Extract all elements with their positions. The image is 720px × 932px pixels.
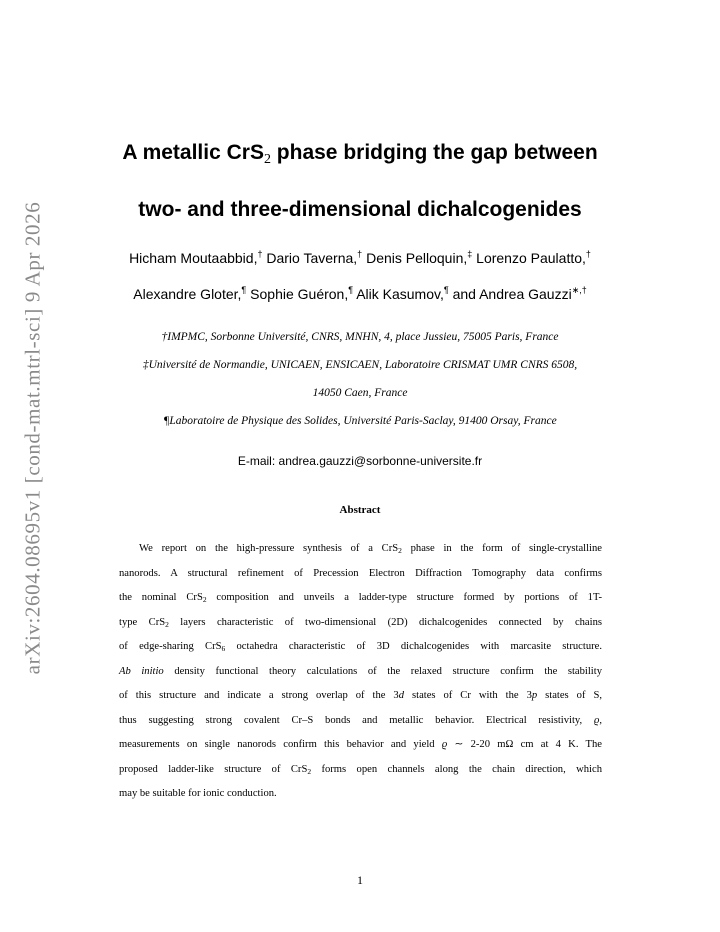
author-name: Alik Kasumov, <box>356 286 444 302</box>
affiliations <box>0 323 720 435</box>
author-name: and Andrea Gauzzi <box>452 286 572 302</box>
author-name: Denis Pelloquin, <box>366 250 468 266</box>
title-text: phase bridging the gap between <box>270 141 598 164</box>
affiliation-line: ‡Université de Normandie, UNICAEN, ENSICAEN, Laboratoire CRISMAT UMR CNRS 6508, <box>142 359 578 371</box>
abstract-line: We report on the high-pressure synthesis of a CrS$_2$ phase in the form of single-crystalline <box>139 543 602 555</box>
author-name: Lorenzo Paulatto, <box>476 250 586 266</box>
abstract-line: nanorods. A structural refinement of Precession Electron Diffraction Tomography data confirms <box>119 567 602 579</box>
author-name: Dario Taverna, <box>266 250 358 266</box>
author-name: Alexandre Gloter, <box>133 286 242 302</box>
author-line-2 <box>0 276 720 312</box>
affiliation-line: 14050 Caen, France <box>312 387 408 399</box>
abstract-line: proposed ladder-like structure of CrS$_2$ forms open channels along the chain direction, which <box>119 763 602 776</box>
title-subscript: 2 <box>263 152 271 167</box>
title-text: A metallic CrS <box>122 141 264 164</box>
author-list <box>0 240 720 312</box>
title-line-1 <box>0 128 720 185</box>
abstract-line: type CrS$_2$ layers characteristic of two-dimensional (2D) dichalcogenides connected by chains <box>119 616 603 629</box>
abstract-line: may be suitable for ionic conduction. <box>119 788 277 799</box>
arxiv-identifier: arXiv:2604.08695v1 [cond-mat.mtrl-sci] 9 Apr 2026 <box>20 201 45 675</box>
page-number: 1 <box>357 873 363 887</box>
affiliation-mark: † <box>585 249 591 259</box>
abstract-line: the nominal CrS$_2$ composition and unveils a ladder-type structure formed by portions of 1T- <box>119 592 602 604</box>
affiliation-mark: † <box>357 249 363 259</box>
abstract-heading: Abstract <box>339 504 381 516</box>
author-name: Sophie Guéron, <box>250 286 349 302</box>
author-name: Hicham Moutaabbid, <box>129 250 258 266</box>
abstract-line: of edge-sharing CrS$_6$ octahedra characteristic of 3D dichalcogenides with marcasite structure. <box>119 641 602 653</box>
affiliation-mark: ∗,† <box>571 285 587 295</box>
abstract-line: thus suggesting strong covalent Cr–S bonds and metallic behavior. Electrical resistivity, ϱ, <box>119 714 602 726</box>
contact-email: E-mail: andrea.gauzzi@sorbonne-universite.fr <box>237 454 483 468</box>
abstract-line: of this structure and indicate a strong overlap of the 3d states of Cr with the 3p states of S, <box>119 690 602 701</box>
affiliation-mark: ¶ <box>443 285 449 295</box>
abstract-line: measurements on single nanorods confirm this behavior and yield ϱ ∼ 2-20 mΩ cm at 4 K. The <box>119 739 602 750</box>
paper-title <box>0 128 720 235</box>
title-line-2: two- and three-dimensional dichalcogenides <box>138 198 582 221</box>
abstract-line: Ab initio density functional theory calculations of the relaxed structure confirm the stability <box>119 665 602 677</box>
author-line-1 <box>0 240 720 276</box>
abstract-body <box>119 537 602 807</box>
affiliation-mark: ¶ <box>241 285 247 295</box>
affiliation-line: †IMPMC, Sorbonne Université, CNRS, MNHN, 4, place Jussieu, 75005 Paris, France <box>161 331 559 343</box>
affiliation-mark: ¶ <box>348 285 354 295</box>
affiliation-line: ¶Laboratoire de Physique des Solides, Université Paris-Saclay, 91400 Orsay, France <box>163 415 557 427</box>
affiliation-mark: † <box>257 249 263 259</box>
affiliation-mark: ‡ <box>467 249 473 259</box>
